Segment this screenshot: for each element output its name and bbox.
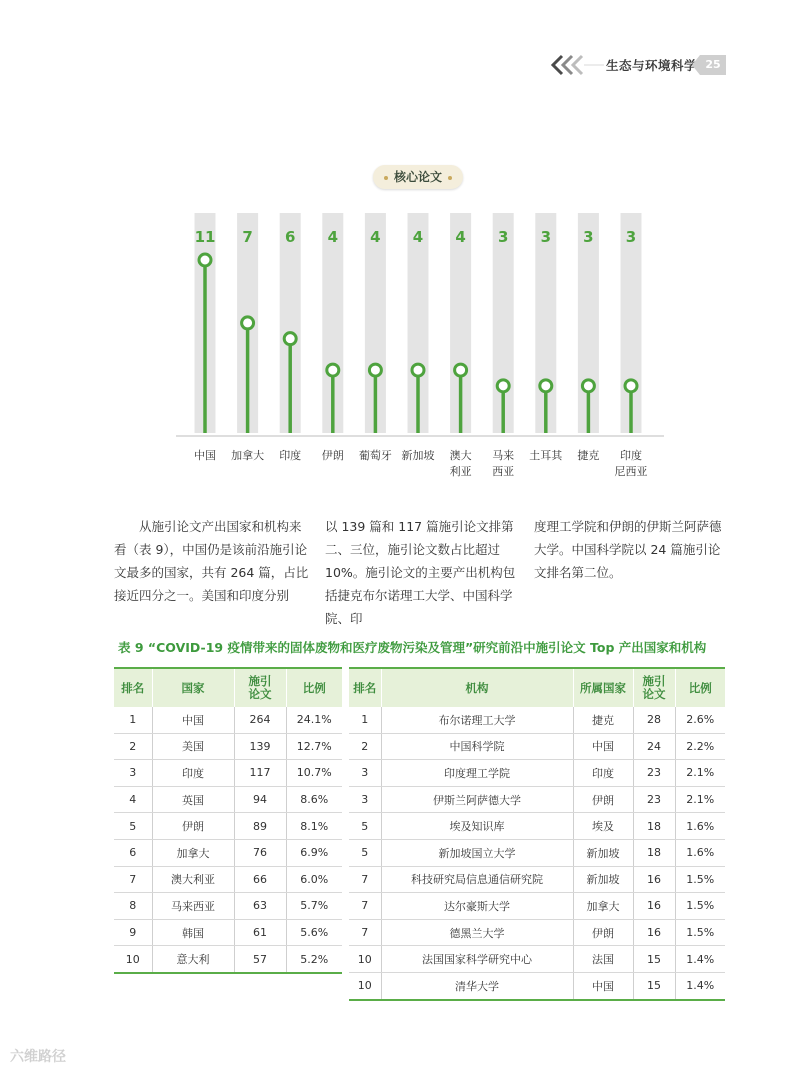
table-cell: 4 bbox=[114, 786, 152, 813]
category-label: 土耳其 bbox=[529, 449, 563, 462]
institution-row bbox=[349, 813, 725, 840]
country-row bbox=[114, 733, 342, 760]
table-cell: 1.4% bbox=[675, 946, 725, 973]
country-row bbox=[114, 760, 342, 787]
table-cell: 伊朗 bbox=[573, 786, 633, 813]
table-cell: 5.2% bbox=[286, 946, 342, 973]
table-cell: 1.6% bbox=[675, 839, 725, 866]
category-label: 印度 bbox=[620, 449, 642, 462]
table-cell: 117 bbox=[234, 760, 286, 787]
table-cell: 2.6% bbox=[675, 707, 725, 733]
page-number: 25 bbox=[700, 55, 726, 75]
column-header: 国家 bbox=[152, 668, 234, 707]
table-cell: 94 bbox=[234, 786, 286, 813]
column-header: 施引 论文 bbox=[234, 668, 286, 707]
table-cell: 10 bbox=[349, 972, 381, 999]
table-cell: 16 bbox=[633, 919, 675, 946]
country-row bbox=[114, 893, 342, 920]
category-label: 捷克 bbox=[577, 449, 600, 462]
bar-marker bbox=[327, 364, 339, 376]
data-label: 3 bbox=[625, 228, 637, 246]
table-cell: 马来西亚 bbox=[152, 893, 234, 920]
chart-title: 核心论文 bbox=[393, 170, 442, 184]
category-label: 葡萄牙 bbox=[358, 449, 392, 462]
table-cell: 德黑兰大学 bbox=[381, 919, 573, 946]
bar-marker bbox=[497, 380, 509, 392]
table-cell: 264 bbox=[234, 707, 286, 733]
institution-row bbox=[349, 707, 725, 733]
country-row bbox=[114, 919, 342, 946]
table-cell: 印度 bbox=[152, 760, 234, 787]
bar-marker bbox=[582, 380, 594, 392]
column-header: 机构 bbox=[381, 668, 573, 707]
bar-marker bbox=[284, 333, 296, 345]
column-header: 施引 论文 bbox=[633, 668, 675, 707]
table-cell: 韩国 bbox=[152, 919, 234, 946]
table-cell: 1.5% bbox=[675, 866, 725, 893]
bar-marker bbox=[625, 380, 637, 392]
category-label: 中国 bbox=[194, 449, 216, 462]
table-cell: 10 bbox=[114, 946, 152, 973]
table-cell: 16 bbox=[633, 866, 675, 893]
category-label: 伊朗 bbox=[321, 449, 344, 462]
watermark: 六维路径 bbox=[10, 1049, 66, 1065]
institution-row bbox=[349, 893, 725, 920]
table-cell: 2.1% bbox=[675, 760, 725, 787]
table-cell: 埃及 bbox=[573, 813, 633, 840]
category-label: 加拿大 bbox=[231, 449, 265, 462]
institution-row bbox=[349, 760, 725, 787]
data-label: 4 bbox=[327, 228, 339, 246]
table-cell: 加拿大 bbox=[573, 893, 633, 920]
institution-table bbox=[349, 667, 725, 1001]
data-label: 3 bbox=[497, 228, 509, 246]
institution-row bbox=[349, 946, 725, 973]
institution-row bbox=[349, 839, 725, 866]
table-cell: 6.9% bbox=[286, 839, 342, 866]
table-cell: 2 bbox=[349, 733, 381, 760]
table-cell: 清华大学 bbox=[381, 972, 573, 999]
table-cell: 61 bbox=[234, 919, 286, 946]
table-cell: 5.6% bbox=[286, 919, 342, 946]
table-cell: 法国国家科学研究中心 bbox=[381, 946, 573, 973]
country-row bbox=[114, 813, 342, 840]
table-cell: 57 bbox=[234, 946, 286, 973]
data-label: 3 bbox=[583, 228, 594, 246]
country-row bbox=[114, 786, 342, 813]
table-cell: 美国 bbox=[152, 733, 234, 760]
table-cell: 伊朗 bbox=[573, 919, 633, 946]
category-label: 西亚 bbox=[492, 465, 515, 478]
data-label: 11 bbox=[194, 228, 216, 246]
table-cell: 10.7% bbox=[286, 760, 342, 787]
country-table bbox=[114, 667, 342, 974]
table-cell: 新加坡 bbox=[573, 866, 633, 893]
core-papers-chart bbox=[0, 0, 793, 500]
table-cell: 15 bbox=[633, 946, 675, 973]
table-cell: 24 bbox=[633, 733, 675, 760]
institution-row bbox=[349, 733, 725, 760]
country-row bbox=[114, 839, 342, 866]
table-cell: 3 bbox=[114, 760, 152, 787]
data-label: 4 bbox=[412, 228, 424, 246]
institution-row bbox=[349, 866, 725, 893]
paragraph-col3: 度理工学院和伊朗的伊斯兰阿萨德大学。中国科学院以 24 篇施引论文排名第二位。 bbox=[534, 519, 722, 580]
table-cell: 7 bbox=[114, 866, 152, 893]
category-label: 新加坡 bbox=[401, 449, 435, 462]
table-cell: 7 bbox=[349, 893, 381, 920]
table-cell: 新加坡国立大学 bbox=[381, 839, 573, 866]
table-cell: 加拿大 bbox=[152, 839, 234, 866]
country-row bbox=[114, 866, 342, 893]
table-cell: 5 bbox=[114, 813, 152, 840]
column-header: 排名 bbox=[114, 668, 152, 707]
table-cell: 28 bbox=[633, 707, 675, 733]
table-cell: 1.5% bbox=[675, 893, 725, 920]
table-cell: 中国 bbox=[152, 707, 234, 733]
table-cell: 意大利 bbox=[152, 946, 234, 973]
table-cell: 达尔豪斯大学 bbox=[381, 893, 573, 920]
table-cell: 英国 bbox=[152, 786, 234, 813]
table-cell: 8.6% bbox=[286, 786, 342, 813]
table-cell: 5 bbox=[349, 813, 381, 840]
bar-marker bbox=[369, 364, 381, 376]
table-cell: 89 bbox=[234, 813, 286, 840]
table-cell: 2.1% bbox=[675, 786, 725, 813]
data-label: 6 bbox=[284, 228, 296, 246]
table-cell: 5.7% bbox=[286, 893, 342, 920]
table-cell: 伊朗 bbox=[152, 813, 234, 840]
table-cell: 1.4% bbox=[675, 972, 725, 999]
institution-row bbox=[349, 972, 725, 999]
table-cell: 1 bbox=[349, 707, 381, 733]
table-cell: 新加坡 bbox=[573, 839, 633, 866]
institution-row bbox=[349, 919, 725, 946]
table-cell: 15 bbox=[633, 972, 675, 999]
table-cell: 63 bbox=[234, 893, 286, 920]
institution-row bbox=[349, 786, 725, 813]
table-cell: 24.1% bbox=[286, 707, 342, 733]
table-cell: 伊斯兰阿萨德大学 bbox=[381, 786, 573, 813]
data-label: 4 bbox=[370, 228, 381, 246]
table-caption: 表 9 “COVID-19 疫情带来的固体废物和医疗废物污染及管理”研究前沿中施引论文 Top 产出国家和机构 bbox=[118, 640, 707, 655]
table-cell: 捷克 bbox=[573, 707, 633, 733]
category-label: 澳大 bbox=[449, 449, 472, 462]
table-cell: 1 bbox=[114, 707, 152, 733]
table-cell: 12.7% bbox=[286, 733, 342, 760]
country-row bbox=[114, 707, 342, 733]
table-cell: 10 bbox=[349, 946, 381, 973]
category-label: 利亚 bbox=[449, 465, 472, 478]
table-cell: 7 bbox=[349, 866, 381, 893]
column-header: 比例 bbox=[286, 668, 342, 707]
table-cell: 9 bbox=[114, 919, 152, 946]
table-cell: 76 bbox=[234, 839, 286, 866]
table-cell: 139 bbox=[234, 733, 286, 760]
paragraph-col2: 以 139 篇和 117 篇施引论文排第二、三位，施引论文数占比超过 10%。施引论文的主要产出机构包括捷克布尔诺理工大学、中国科学院、印 bbox=[325, 519, 516, 626]
table-cell: 法国 bbox=[573, 946, 633, 973]
table-cell: 18 bbox=[633, 839, 675, 866]
table-cell: 2 bbox=[114, 733, 152, 760]
table-cell: 23 bbox=[633, 760, 675, 787]
bar-marker bbox=[540, 380, 552, 392]
table-cell: 6 bbox=[114, 839, 152, 866]
table-cell: 中国 bbox=[573, 972, 633, 999]
column-header: 所属国家 bbox=[573, 668, 633, 707]
data-label: 4 bbox=[455, 228, 466, 246]
table-cell: 印度理工学院 bbox=[381, 760, 573, 787]
table-cell: 中国科学院 bbox=[381, 733, 573, 760]
table-cell: 18 bbox=[633, 813, 675, 840]
table-cell: 1.6% bbox=[675, 813, 725, 840]
column-header: 排名 bbox=[349, 668, 381, 707]
table-cell: 6.0% bbox=[286, 866, 342, 893]
table-cell: 埃及知识库 bbox=[381, 813, 573, 840]
section-title: 生态与环境科学 bbox=[606, 58, 698, 73]
table-cell: 澳大利亚 bbox=[152, 866, 234, 893]
paragraph-col1: 从施引论文产出国家和机构来看（表 9），中国仍是该前沿施引论文最多的国家，共有 264 篇，占比接近四分之一。美国和印度分别 bbox=[114, 519, 309, 603]
category-label: 马来 bbox=[492, 449, 515, 462]
table-cell: 16 bbox=[633, 893, 675, 920]
data-label: 3 bbox=[540, 228, 552, 246]
table-cell: 23 bbox=[633, 786, 675, 813]
category-label: 尼西亚 bbox=[614, 465, 648, 478]
bar-marker bbox=[199, 254, 211, 266]
table-cell: 布尔诺理工大学 bbox=[381, 707, 573, 733]
column-header: 比例 bbox=[675, 668, 725, 707]
table-cell: 8.1% bbox=[286, 813, 342, 840]
table-cell: 3 bbox=[349, 786, 381, 813]
table-cell: 66 bbox=[234, 866, 286, 893]
table-cell: 5 bbox=[349, 839, 381, 866]
country-row bbox=[114, 946, 342, 973]
table-cell: 3 bbox=[349, 760, 381, 787]
category-label: 印度 bbox=[279, 449, 302, 462]
table-cell: 1.5% bbox=[675, 919, 725, 946]
table-cell: 7 bbox=[349, 919, 381, 946]
data-label: 7 bbox=[242, 228, 253, 246]
table-cell: 中国 bbox=[573, 733, 633, 760]
table-cell: 科技研究局信息通信研究院 bbox=[381, 866, 573, 893]
table-cell: 印度 bbox=[573, 760, 633, 787]
bar-marker bbox=[412, 364, 424, 376]
table-cell: 2.2% bbox=[675, 733, 725, 760]
bar-marker bbox=[455, 364, 467, 376]
table-cell: 8 bbox=[114, 893, 152, 920]
bar-marker bbox=[242, 317, 254, 329]
